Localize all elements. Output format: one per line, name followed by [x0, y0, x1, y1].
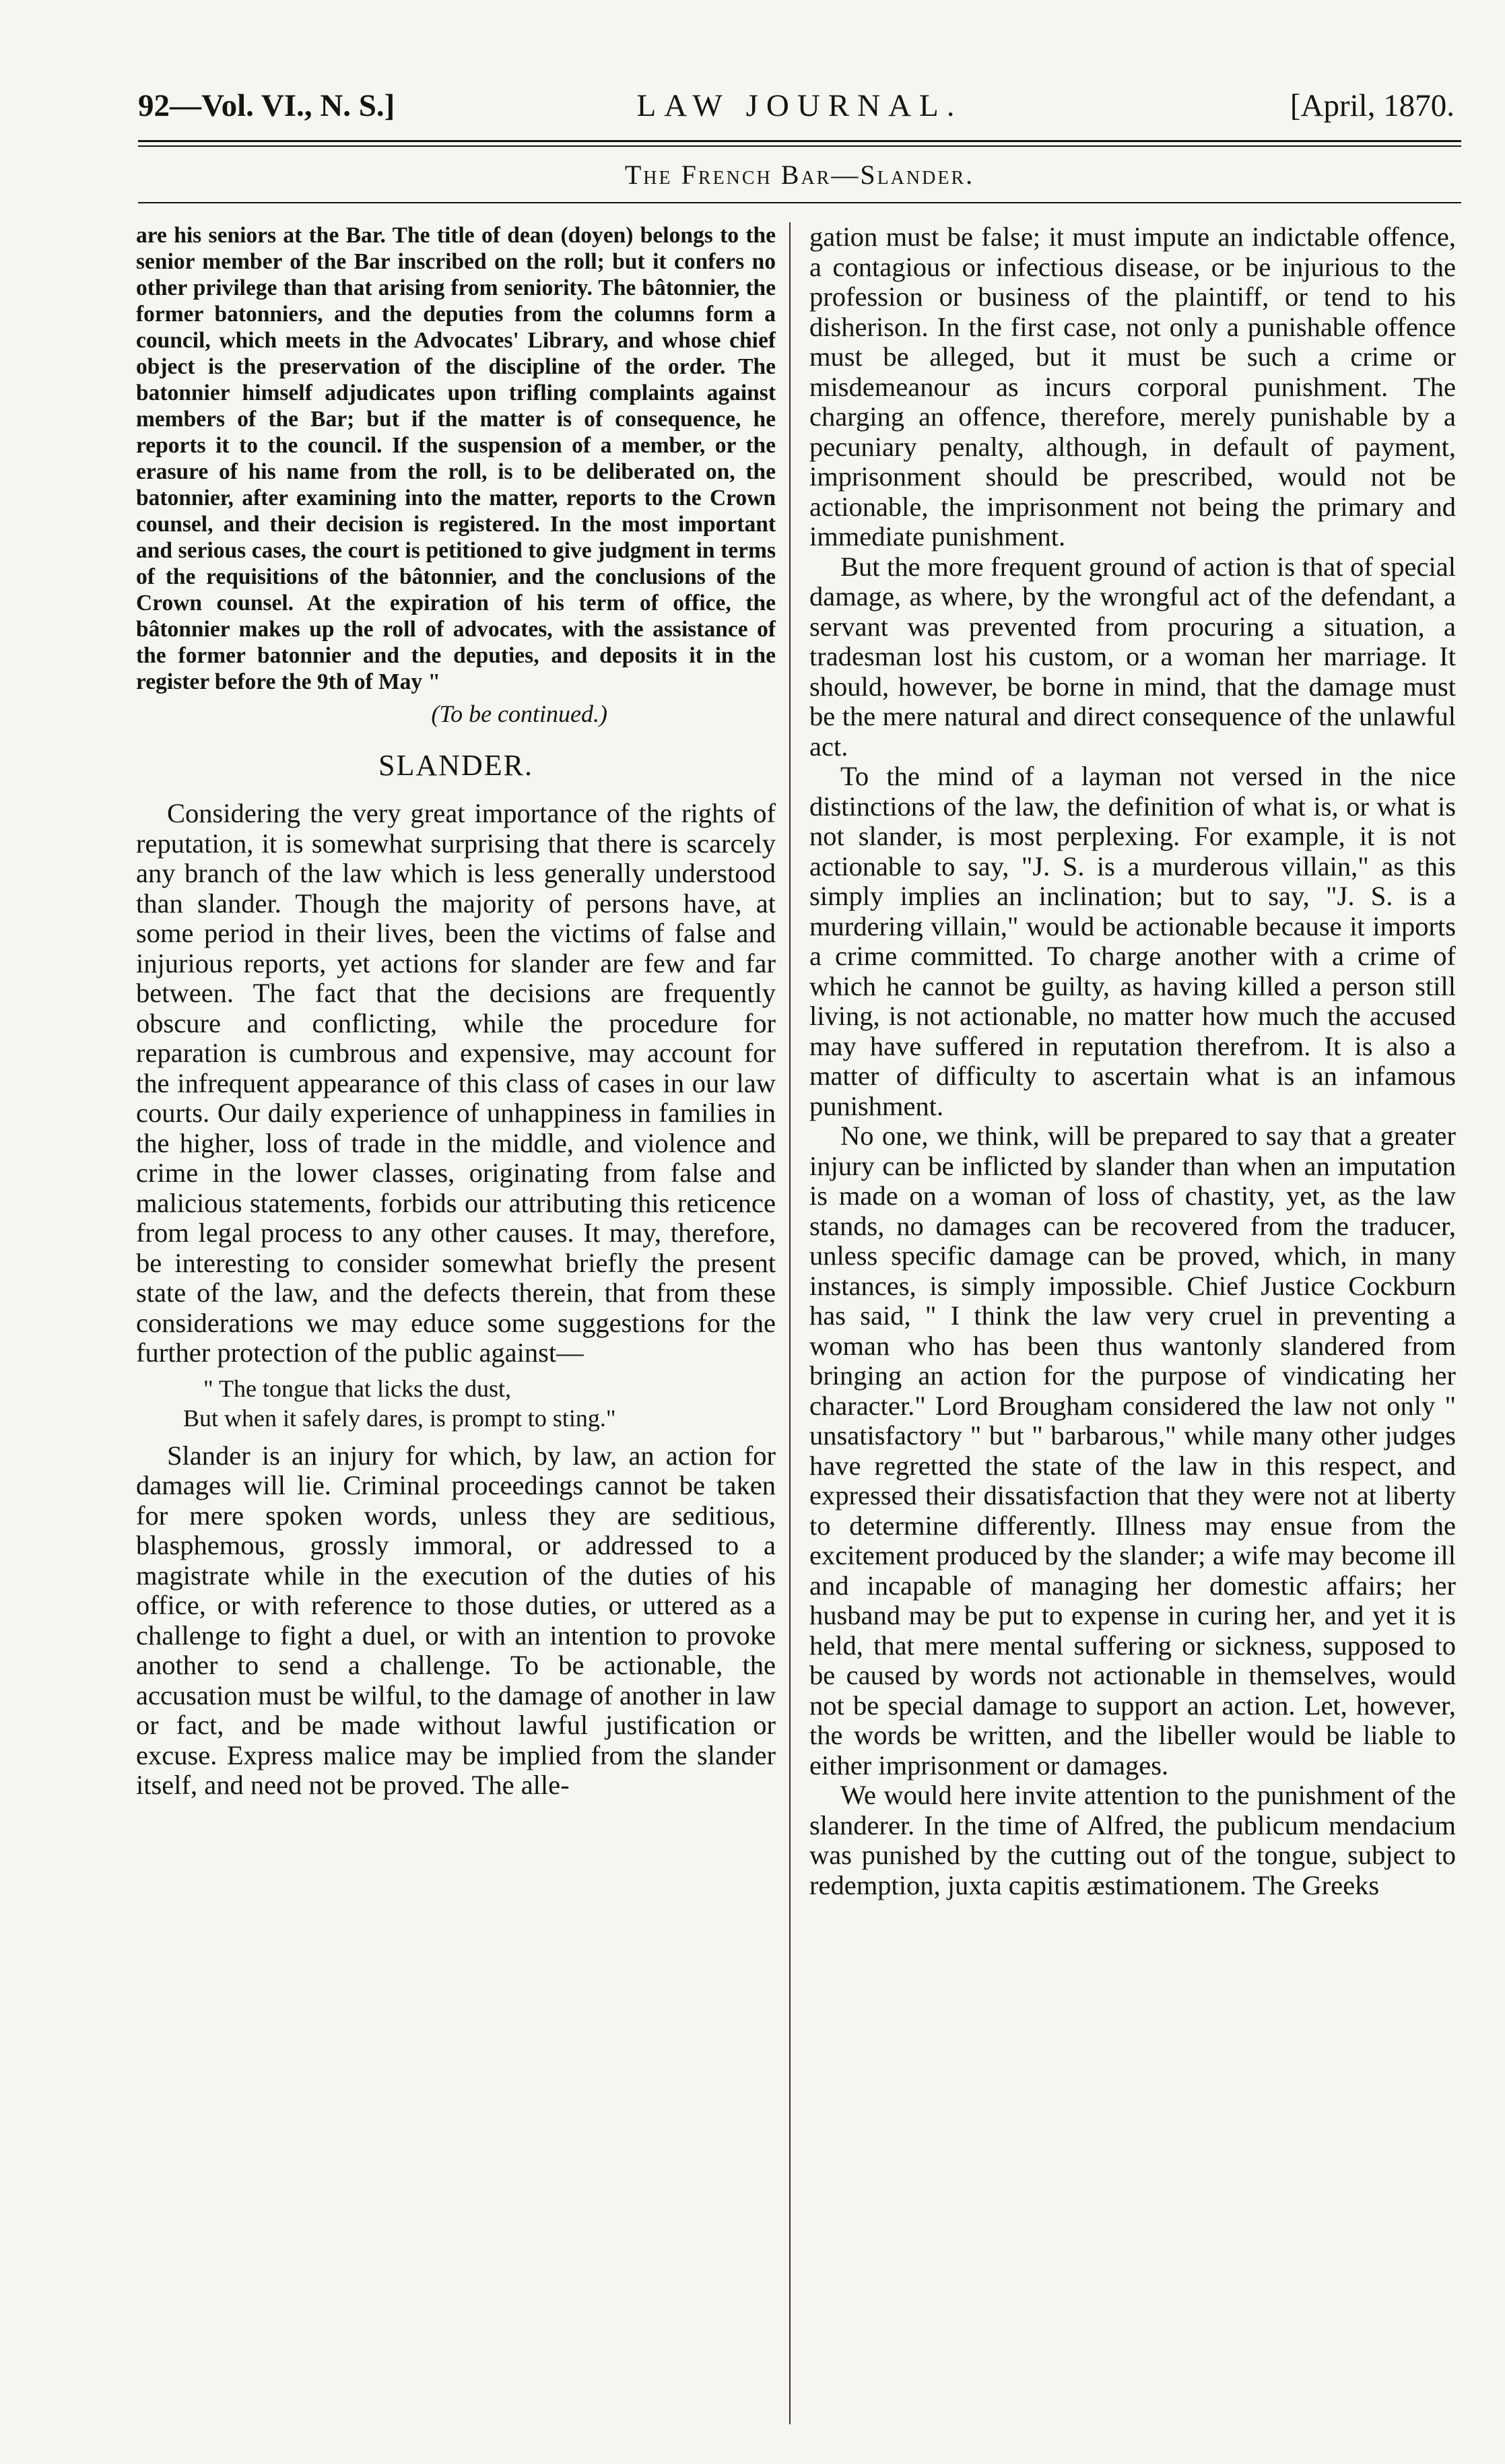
slander-paragraph-6: No one, we think, will be prepared to say that a greater injury can be inflicted by slander than when an imputation is made on a woman of loss of chastity, yet, as the law stands, no damages can be recovered from the traducer, unless specific damage can be proved, which, in many instances, is simply impossible. Chief Justice Cockburn has said, " I think the law very cruel in preventing a woman who has been thus wantonly slandered from bringing an action for the purpose of vindicating her character." Lord Brougham considered the law not only " unsatisfactory " but " barbarous," while many other judges have regretted the state of the law in this respect, and expressed their dissatisfaction that they were not at liberty to determine differently. Illness may ensue from the excitement produced by the slander; a wife may become ill and incapable of managing her domestic affairs; her husband may be put to expense in curing her, and yet it is held, that mere mental suffering or sickness, supposed to be caused by words not actionable in themselves, would not be special damage to support an action. Let, however, the words be written, and the libeller would be liable to either imprisonment or damages. [809, 1121, 1456, 1780]
slander-paragraph-5: To the mind of a layman not versed in the nice distinctions of the law, the definition of what is, or what is not slander, is most perplexing. For example, it is not actionable to say, "J. S. is a murderous villain," as this simply implies an inclination; but to say, "J. S. is a murdering villain," would be actionable because it imports a crime committed. To charge another with a crime of which he cannot be guilty, as having killed a person still living, is not actionable, no matter how much the accused may have suffered in reputation therefrom. It is also a matter of difficulty to ascertain what is an infamous punishment. [809, 761, 1456, 1121]
running-header [138, 75, 1461, 136]
verse-quote [136, 1374, 776, 1433]
left-column [136, 222, 776, 2424]
slander-paragraph-7: We would here invite attention to the punishment of the slanderer. In the time of Alfred, the publicum mendacium was punished by the cutting out of the tongue, subject to redemption, juxta capitis æstimationem. The Greeks [809, 1780, 1456, 1900]
verse-line-2: But when it safely dares, is prompt to sting." [183, 1404, 616, 1432]
slander-title: SLANDER. [378, 749, 533, 782]
column-separator [789, 222, 791, 2424]
journal-title: LAW JOURNAL. [636, 88, 963, 123]
french-bar-paragraph: are his seniors at the Bar. The title of dean (doyen) belongs to the senior member of the Bar inscribed on the roll; but it confers no other privilege than that arising from seniority. The bâtonnier, the former batonniers, and the deputies from the columns form a council, which meets in the Advocates' Library, and whose chief object is the preservation of the discipline of the order. The batonnier himself adjudicates upon trifling complaints against members of the Bar; but if the matter is of consequence, he reports it to the council. If the suspension of a member, or the erasure of his name from the roll, is to be deliberated on, the batonnier, after examining into the matter, reports to the Crown counsel, and their decision is registered. In the most important and serious cases, the court is petitioned to give judgment in terms of the requisitions of the bâtonnier, and the conclusions of the Crown counsel. At the expiration of his term of office, the bâtonnier makes up the roll of advocates, with the assistance of the former batonnier and the deputies, and deposits it in the register before the 9th of May " [136, 223, 776, 694]
right-column [809, 222, 1456, 2424]
to-be-continued-note: (To be continued.) [431, 700, 607, 727]
slander-paragraph-3: gation must be false; it must impute an indictable offence, a contagious or infectious disease, or be injurious to the profession or business of the plaintiff, or tend to his disherison. In the first case, not only a punishable offence must be alleged, but it must be such a crime or misdemeanour as incurs corporal punishment. The charging an offence, therefore, merely punishable by a pecuniary penalty, although, in default of payment, imprisonment should be prescribed, would not be actionable, the imprisonment not being the primary and immediate punishment. [809, 222, 1456, 552]
verse-line-1: " The tongue that licks the dust, [203, 1374, 511, 1402]
subhead-rule [138, 202, 1461, 203]
section-heading: The French Bar—Slander. [624, 160, 975, 190]
slander-paragraph-4: But the more frequent ground of action is that of special damage, as where, by the wrongful act of the defendant, a servant was prevented from procuring a situation, a tradesman lost his custom, or a woman her marriage. It should, however, be borne in mind, that the damage must be the mere natural and direct consequence of the unlawful act. [809, 551, 1456, 762]
slander-paragraph-2: Slander is an injury for which, by law, an action for damages will lie. Criminal proceedings cannot be taken for mere spoken words, unless they are seditious, blasphemous, grossly immoral, or addressed to a magistrate while in the execution of the duties of his office, or with reference to those duties, or uttered as a challenge to fight a duel, or with an intention to provoke another to send a challenge. To be actionable, the accusation must be wilful, to the damage of another in law or fact, and be made without lawful justification or excuse. Express malice may be implied from the slander itself, and need not be proved. The alle- [136, 1440, 776, 1800]
slander-paragraph-1: Considering the very great importance of the rights of reputation, it is somewhat surprising that there is scarcely any branch of the law which is less generally understood than slander. Though the majority of persons have, at some period in their lives, been the victims of false and injurious reports, yet actions for slander are few and far between. The fact that the decisions are frequently obscure and conflicting, while the procedure for reparation is cumbrous and expensive, may account for the infrequent appearance of this class of cases in our law courts. Our daily experience of unhappiness in families in the higher, loss of trade in the middle, and violence and crime in the lower classes, originating from false and malicious statements, forbids our attributing this reticence from legal process to any other causes. It may, therefore, be interesting to consider somewhat briefly the present state of the law, and the defects therein, that from these considerations we may educe some suggestions for the further protection of the public against— [136, 798, 776, 1368]
header-rule-bottom [138, 145, 1461, 147]
header-rule-top [138, 140, 1461, 142]
issue-date: [April, 1870. [1290, 88, 1454, 123]
volume-number: 92—Vol. VI., N. S.] [138, 88, 395, 123]
